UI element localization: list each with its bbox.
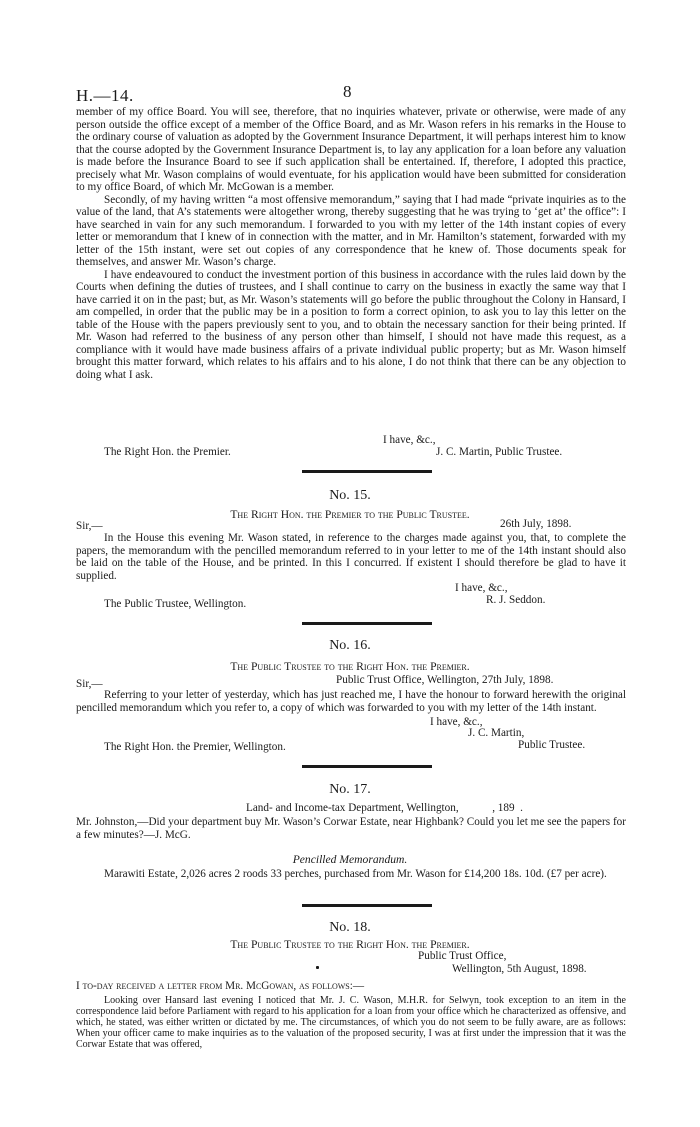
paragraph: member of my office Board. You will see, therefore, that no inquiries whatever, private or otherwise, were made of any person outside the office except of a member of the Office Board, and as Mr. Wason refers in his remarks in the House to the ordinary course of valuation as adopted by the Government Insurance Department, it will perhaps interest him to know that the course adopted by the Government Insurance Department is, to lay any application for a loan before any valuation is made before the Insurance Board to see if such application shall be entertained. If, therefore, I adopted this practice, precisely what Mr. Wason complains of would eventuate, for his application would have been submitted for consideration to my office Board, of which Mr. McGowan is a member. xyxy=(76,106,626,193)
stray-mark xyxy=(316,966,319,969)
document-reference: H.—14. xyxy=(76,86,134,105)
addressee: The Right Hon. the Premier. xyxy=(104,446,231,458)
section-divider xyxy=(302,470,432,473)
intro-line xyxy=(76,980,364,992)
section-divider xyxy=(302,622,432,625)
memo-request xyxy=(76,816,626,841)
paragraph: In the House this evening Mr. Wason stated, in reference to the charges made against you, that, to complete the papers, the memorandum with the pencilled memorandum referred to in your letter to me of the 14th instant should also be laid on the table of the House, and be printed. In this I concurred. If existent I should therefore be glad to have it supplied. xyxy=(76,532,626,582)
intro-text: I to-day received a letter from Mr. McGowan, as follows:— xyxy=(76,980,365,992)
paragraph: Marawiti Estate, 2,026 acres 2 roods 33 perches, purchased from Mr. Wason for £14,200 18s. 10d. (£7 per acre). xyxy=(104,868,607,880)
salutation: Sir,— xyxy=(76,520,103,532)
addressee: The Public Trustee, Wellington. xyxy=(104,598,247,610)
section-heading: No. 16. xyxy=(329,638,371,653)
signature: J. C. Martin, Public Trustee. xyxy=(436,446,563,458)
letter-date: Public Trust Office, Wellington, 27th July, 1898. xyxy=(336,674,554,686)
closing: I have, &c., xyxy=(455,582,508,594)
page-number: 8 xyxy=(343,82,352,101)
closing: I have, &c., xyxy=(430,716,483,728)
section-heading: No. 18. xyxy=(329,920,371,935)
letter-date: 26th July, 1898. xyxy=(500,518,572,530)
signature-title: Public Trustee. xyxy=(518,739,586,751)
address-line: Public Trust Office, xyxy=(418,950,507,962)
section-divider xyxy=(302,765,432,768)
signature: J. C. Martin, xyxy=(468,727,525,739)
salutation: Sir,— xyxy=(76,678,103,690)
section-divider xyxy=(302,904,432,907)
paragraph: I have endeavoured to conduct the investment portion of this business in accordance with the rules laid down by the Courts when defining the duties of trustees, and I shall continue to carry on the business in exactly the same way that I have carried it on in the past; but, as Mr. Wason’s statements will go before the public throughout the Colony in Hansard, I am compelled, in order that the public may be in a position to form a correct opinion, to ask you to lay this letter on the table of the House with the papers previously sent to you, and to obtain the necessary sanction for their being printed. If Mr. Wason had referred to the business of any person other than himself, I should not have made this request, as a compliance with it would have made business affairs of a private individual public property; but as Mr. Wason himself brought this matter forward, which relates to his affairs and to his alone, I do not think that there can be any objection to doing what I ask. xyxy=(76,268,626,381)
letter-title: The Right Hon. the Premier to the Public Trustee. xyxy=(230,508,470,521)
quoted-letter xyxy=(76,995,626,1050)
letter-body xyxy=(76,532,626,582)
section-heading: No. 15. xyxy=(329,488,371,503)
memo-subheading: Pencilled Memorandum. xyxy=(292,853,408,866)
memo-text xyxy=(76,868,626,881)
signature: R. J. Seddon. xyxy=(486,594,546,606)
letter-date: Wellington, 5th August, 1898. xyxy=(452,963,587,975)
letter-continuation xyxy=(76,106,626,381)
section-heading: No. 17. xyxy=(329,782,371,797)
paragraph: Looking over Hansard last evening I noticed that Mr. J. C. Wason, M.H.R. for Selwyn, took exception to an item in the correspondence laid before Parliament with regard to his application for a loan from your office which he characterized as offensive, and which, he stated, was either written or dictated by me. The circumstances, of which you do not seem to be fully aware, are as follows: When your officer came to make inquiries as to the valuation of the proposed security, I was at first under the impression that it was the Corwar Estate that was offered, xyxy=(76,995,626,1050)
letter-body xyxy=(76,689,626,714)
letter-title: The Public Trustee to the Right Hon. the Premier. xyxy=(230,938,470,951)
paragraph: Referring to your letter of yesterday, which has just reached me, I have the honour to forward herewith the original pencilled memorandum which you refer to, a copy of which was forwarded to you with my letter of the 14th instant. xyxy=(76,689,626,714)
letter-title: The Public Trustee to the Right Hon. the Premier. xyxy=(230,660,470,673)
paragraph: Mr. Johnston,—Did your department buy Mr. Wason’s Corwar Estate, near Highbank? Could you let me see the papers for a few minutes?—J. McG. xyxy=(76,816,626,841)
addressee: The Right Hon. the Premier, Wellington. xyxy=(104,741,286,753)
dateline: Land- and Income-tax Department, Wellington, , 189 . xyxy=(246,802,523,814)
paragraph: Secondly, of my having written “a most offensive memorandum,” saying that I had made “private inquiries as to the value of the land, that A’s statements were altogether wrong, thereby suggesting that he was trying to ‘get at’ the office”: I have searched in vain for any such memorandum. I forwarded to you with my letter of the 14th instant copies of every letter or memorandum that I knew of in connection with the matter, and in Mr. Hamilton’s statement, forwarded with my letter of the 15th instant, were set out copies of any correspondence that he knew of. Those documents speak for themselves, and answer Mr. Wason’s charge. xyxy=(76,193,626,268)
closing: I have, &c., xyxy=(383,434,436,446)
